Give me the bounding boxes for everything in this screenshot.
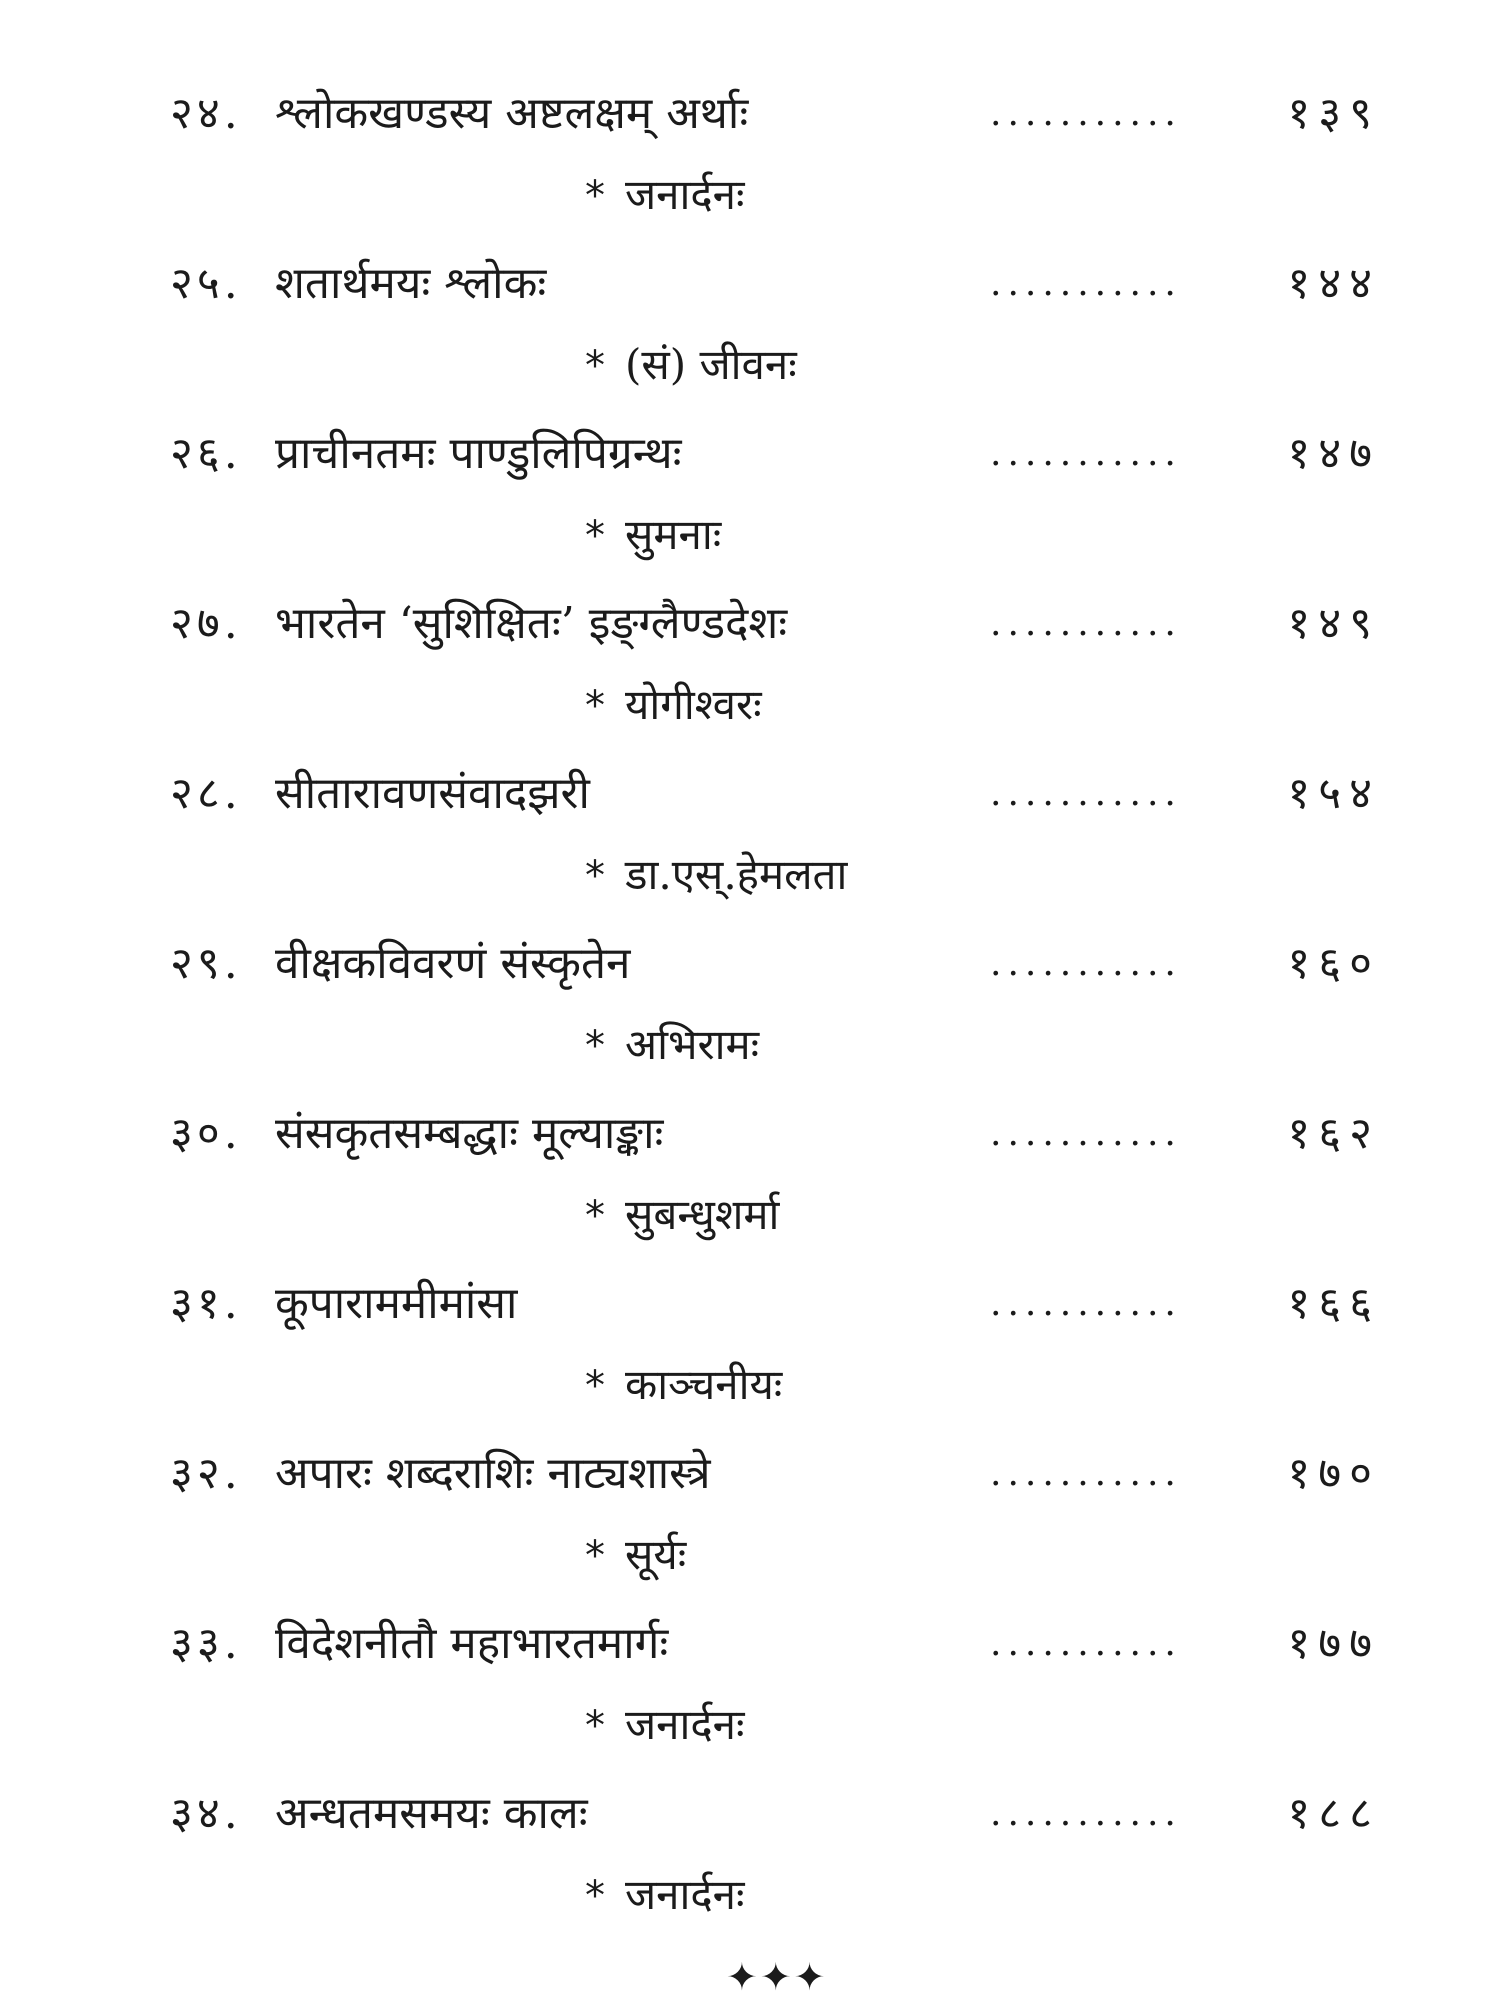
toc-entry-author bbox=[585, 844, 847, 906]
toc-entry bbox=[170, 418, 1380, 588]
toc-entry-number: २८. bbox=[170, 768, 242, 819]
author-name: जनार्दनः bbox=[625, 170, 745, 219]
toc-entry-author bbox=[585, 674, 762, 736]
toc-entry-author bbox=[585, 1014, 759, 1076]
toc-entry-page: १७७ bbox=[1287, 1618, 1380, 1669]
author-marker: * bbox=[585, 683, 605, 729]
author-name: जनार्दनः bbox=[625, 1700, 745, 1749]
author-marker: * bbox=[585, 1023, 605, 1069]
toc-entry bbox=[170, 78, 1380, 248]
author-marker: * bbox=[585, 1703, 605, 1749]
toc-entry-row bbox=[170, 78, 1380, 150]
toc-entry-leader: ........... bbox=[990, 1793, 1182, 1834]
toc-entry-row bbox=[170, 1438, 1380, 1510]
toc-entry-author bbox=[585, 1524, 686, 1586]
toc-entry bbox=[170, 248, 1380, 418]
toc-entry-page: १६० bbox=[1287, 938, 1380, 989]
toc-entry-leader: ........... bbox=[990, 1623, 1182, 1664]
author-marker: * bbox=[585, 513, 605, 559]
toc-entry-author bbox=[585, 164, 744, 226]
toc-entry-number: २५. bbox=[170, 258, 242, 309]
toc-entry-row bbox=[170, 1778, 1380, 1850]
author-name: सुबन्धुशर्मा bbox=[625, 1190, 780, 1239]
toc-entry bbox=[170, 1438, 1380, 1608]
toc-entry bbox=[170, 588, 1380, 758]
toc-entry-leader: ........... bbox=[990, 603, 1182, 644]
toc-entry bbox=[170, 1778, 1380, 1948]
toc-entry-row bbox=[170, 758, 1380, 830]
toc-entry-page: १५४ bbox=[1287, 768, 1380, 819]
author-marker: * bbox=[585, 173, 605, 219]
toc-entry-leader: ........... bbox=[990, 93, 1182, 134]
author-marker: * bbox=[585, 1363, 605, 1409]
author-name: सुमनाः bbox=[625, 510, 722, 559]
author-name: अभिरामः bbox=[625, 1020, 760, 1069]
toc-entry-number: २९. bbox=[170, 938, 242, 989]
toc-entry-leader: ........... bbox=[990, 1283, 1182, 1324]
toc-entry-row bbox=[170, 1098, 1380, 1170]
toc-entry-title: अपारः शब्दराशिः नाट्यशास्त्रे bbox=[275, 1448, 711, 1499]
toc-entry-number: ३२. bbox=[170, 1448, 242, 1499]
author-name: काञ्चनीयः bbox=[625, 1360, 783, 1409]
toc-entry-leader: ........... bbox=[990, 1453, 1182, 1494]
toc-entry-page: १६२ bbox=[1287, 1108, 1380, 1159]
toc-entry bbox=[170, 1608, 1380, 1778]
toc-entry-row bbox=[170, 1268, 1380, 1340]
toc-entry-row bbox=[170, 418, 1380, 490]
toc-entry-author bbox=[585, 334, 797, 396]
toc-entry-page: १४९ bbox=[1287, 598, 1380, 649]
toc-entry-title: प्राचीनतमः पाण्डुलिपिग्रन्थः bbox=[275, 428, 682, 479]
toc-entry-page: १३९ bbox=[1287, 88, 1380, 139]
author-name: डा.एस्.हेमलता bbox=[625, 850, 848, 899]
toc-entry-leader: ........... bbox=[990, 263, 1182, 304]
toc-entry-leader: ........... bbox=[990, 943, 1182, 984]
toc-entry-number: २६. bbox=[170, 428, 242, 479]
toc-entry-title: वीक्षकविवरणं संस्कृतेन bbox=[275, 938, 631, 989]
toc-list bbox=[170, 78, 1380, 1948]
toc-entry-row bbox=[170, 248, 1380, 320]
toc-entry-title: विदेशनीतौ महाभारतमार्गः bbox=[275, 1618, 669, 1669]
toc-entry-page: १८८ bbox=[1287, 1788, 1380, 1839]
toc-entry-author bbox=[585, 1184, 779, 1246]
toc-entry-leader: ........... bbox=[990, 433, 1182, 474]
author-marker: * bbox=[585, 1533, 605, 1579]
toc-entry-leader: ........... bbox=[990, 1113, 1182, 1154]
toc-entry-number: ३०. bbox=[170, 1108, 242, 1159]
toc-entry-title: शतार्थमयः श्लोकः bbox=[275, 258, 547, 309]
toc-entry-row bbox=[170, 588, 1380, 660]
toc-entry bbox=[170, 1098, 1380, 1268]
toc-entry-number: ३१. bbox=[170, 1278, 242, 1329]
toc-entry-number: ३३. bbox=[170, 1618, 242, 1669]
toc-entry bbox=[170, 758, 1380, 928]
toc-entry-author bbox=[585, 1694, 744, 1756]
toc-entry-page: १४७ bbox=[1287, 428, 1380, 479]
toc-entry bbox=[170, 928, 1380, 1098]
toc-entry-title: संसकृतसम्बद्धाः मूल्याङ्काः bbox=[275, 1108, 664, 1159]
toc-entry-title: सीतारावणसंवादझरी bbox=[275, 768, 590, 819]
author-name: (सं) जीवनः bbox=[625, 340, 797, 389]
toc-entry-author bbox=[585, 1354, 782, 1416]
author-name: योगीश्वरः bbox=[625, 680, 762, 729]
toc-entry-author bbox=[585, 1864, 744, 1926]
end-ornament: ✦✦✦ bbox=[726, 1955, 828, 1999]
author-marker: * bbox=[585, 1193, 605, 1239]
author-marker: * bbox=[585, 343, 605, 389]
toc-entry-page: १७० bbox=[1287, 1448, 1380, 1499]
toc-entry-row bbox=[170, 1608, 1380, 1680]
toc-entry-title: कूपाराममीमांसा bbox=[275, 1278, 518, 1329]
author-name: सूर्यः bbox=[625, 1530, 687, 1579]
toc-entry-title: श्लोकखण्डस्य अष्टलक्षम् अर्थाः bbox=[275, 88, 749, 139]
toc-entry bbox=[170, 1268, 1380, 1438]
toc-entry-page: १६६ bbox=[1287, 1278, 1380, 1329]
toc-entry-title: भारतेन ‘सुशिक्षितः’ इङ्ग्लैण्डदेशः bbox=[275, 598, 788, 649]
author-marker: * bbox=[585, 853, 605, 899]
toc-entry-title: अन्धतमसमयः कालः bbox=[275, 1788, 588, 1839]
author-marker: * bbox=[585, 1873, 605, 1919]
toc-entry-number: ३४. bbox=[170, 1788, 242, 1839]
toc-entry-author bbox=[585, 504, 721, 566]
toc-entry-number: २४. bbox=[170, 88, 242, 139]
toc-entry-row bbox=[170, 928, 1380, 1000]
toc-entry-page: १४४ bbox=[1287, 258, 1380, 309]
toc-entry-number: २७. bbox=[170, 598, 242, 649]
toc-entry-leader: ........... bbox=[990, 773, 1182, 814]
author-name: जनार्दनः bbox=[625, 1870, 745, 1919]
